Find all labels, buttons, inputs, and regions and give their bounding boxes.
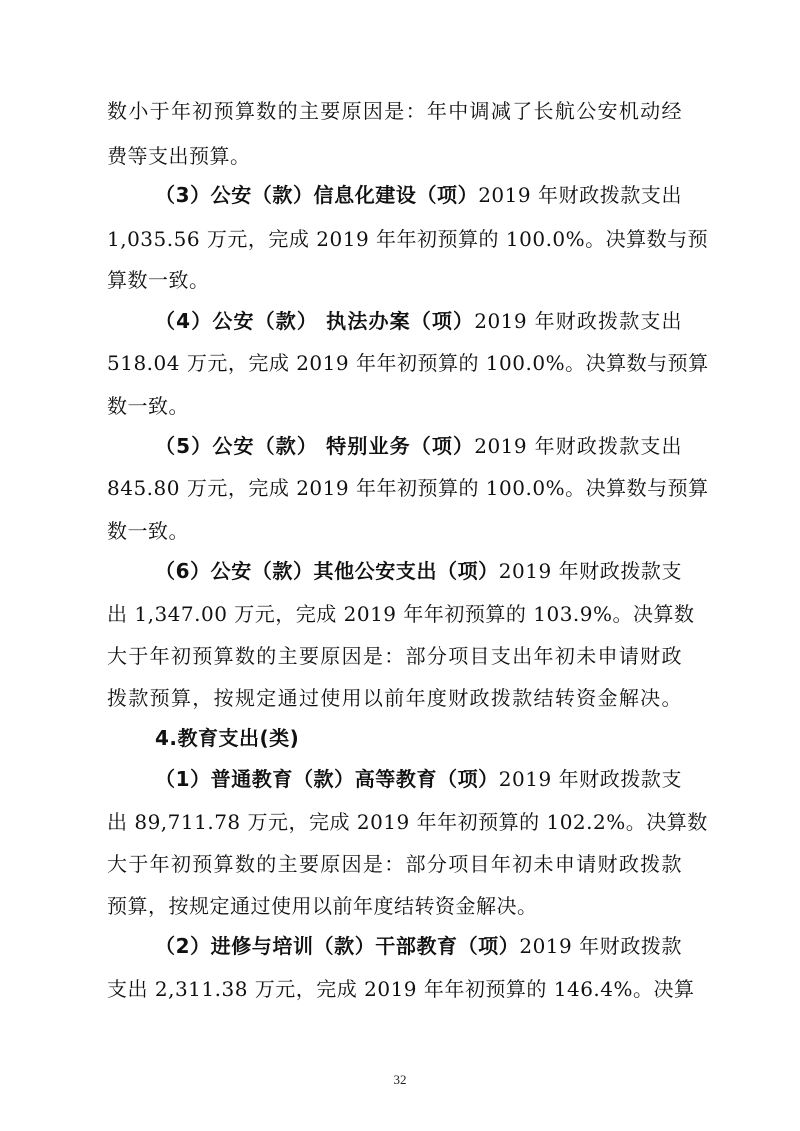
item-heading: （5）公安（款） 特别业务（项） <box>155 434 475 458</box>
item-text: 2019 年财政拨款 <box>519 934 682 958</box>
item-text: 2019 年财政拨款支出 <box>478 183 682 207</box>
text-line: 费等支出预算。 <box>107 144 251 168</box>
item-heading: （3）公安（款）信息化建设（项） <box>155 183 479 207</box>
item-text: 2019 年财政拨款支出 <box>474 309 682 333</box>
item-text: 2019 年财政拨款支出 <box>474 434 682 458</box>
text-line: 预算，按规定通过使用以前年度结转资金解决。 <box>107 894 538 918</box>
paragraph-first-line <box>155 551 682 591</box>
text-line: 出 1,347.00 万元，完成 2019 年年初预算的 103.9%。决算数 <box>107 602 695 626</box>
page-number: 32 <box>393 1072 407 1087</box>
item-heading: （2）进修与培训（款）干部教育（项） <box>155 934 520 958</box>
paragraph-first-line <box>155 759 682 799</box>
paragraph-first-line <box>155 301 682 341</box>
item-heading: （4）公安（款） 执法办案（项） <box>155 309 475 333</box>
paragraph-first-line <box>155 426 682 466</box>
text-line: 支出 2,311.38 万元，完成 2019 年年初预算的 146.4%。决算 <box>107 977 695 1001</box>
item-text: 2019 年财政拨款支 <box>498 767 682 791</box>
text-line: 出 89,711.78 万元，完成 2019 年年初预算的 102.2%。决算数 <box>107 810 708 834</box>
text-line: 1,035.56 万元，完成 2019 年年初预算的 100.0%。决算数与预 <box>107 227 709 251</box>
text-line: 518.04 万元，完成 2019 年年初预算的 100.0%。决算数与预算 <box>107 351 709 375</box>
text-line: 845.80 万元，完成 2019 年年初预算的 100.0%。决算数与预算 <box>107 476 709 500</box>
item-text: 2019 年财政拨款支 <box>498 559 682 583</box>
text-line: 数一致。 <box>107 519 189 543</box>
text-line: 数小于年初预算数的主要原因是：年中调减了长航公安机动经 <box>107 99 682 123</box>
text-line: 算数一致。 <box>107 268 210 292</box>
section-heading: 4.教育支出(类) <box>155 726 300 750</box>
text-line: 拨款预算，按规定通过使用以前年度财政拨款结转资金解决。 <box>107 686 682 710</box>
text-line: 大于年初预算数的主要原因是：部分项目支出年初未申请财政 <box>107 644 682 668</box>
text-line: 数一致。 <box>107 394 189 418</box>
paragraph-first-line <box>155 175 682 215</box>
item-heading: （1）普通教育（款）高等教育（项） <box>155 767 499 791</box>
item-heading: （6）公安（款）其他公安支出（项） <box>155 559 499 583</box>
text-line: 大于年初预算数的主要原因是：部分项目年初未申请财政拨款 <box>107 852 682 876</box>
paragraph-first-line <box>155 926 682 966</box>
